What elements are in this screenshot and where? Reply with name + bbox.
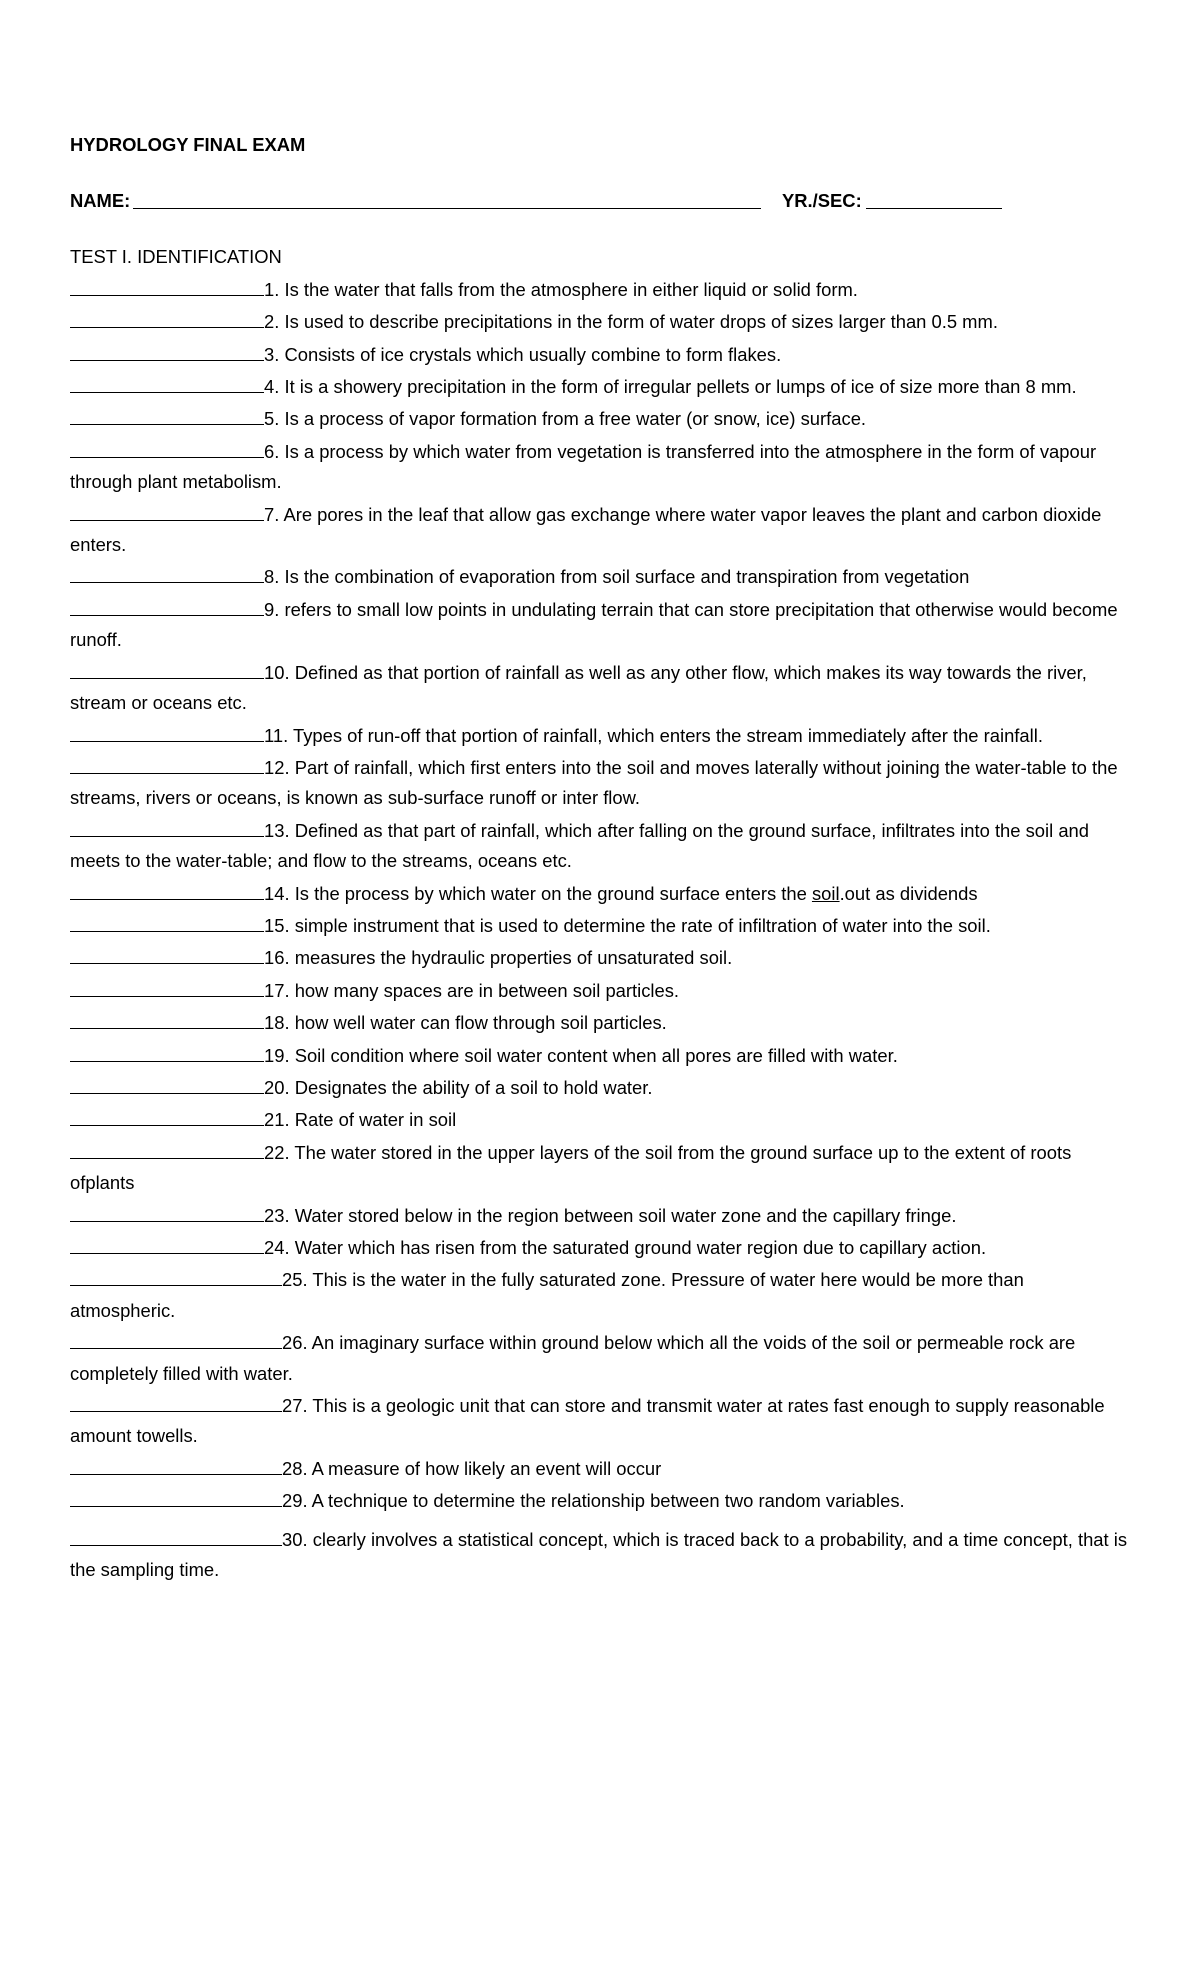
question-number: 4. xyxy=(264,376,280,398)
question-number: 1. xyxy=(264,278,280,300)
question-number: 9. xyxy=(264,598,280,620)
question-text: clearly involves a statistical concept, which is traced back to a probability, and a time concept, that is the sampling time. xyxy=(70,1528,1128,1581)
question-text: It is a showery precipitation in the form of irregular pellets or lumps of ice of size more than 8 mm. xyxy=(279,376,1077,398)
question-number: 19. xyxy=(264,1044,290,1066)
question-text-after: .out as dividends xyxy=(839,882,978,904)
question-item xyxy=(70,1071,1132,1103)
yrsec-blank-line[interactable] xyxy=(866,208,1002,209)
exam-page xyxy=(70,130,1132,1585)
question-number: 3. xyxy=(264,343,280,365)
question-number: 2. xyxy=(264,311,280,333)
answer-blank[interactable] xyxy=(70,1199,264,1222)
question-item xyxy=(70,1103,1132,1135)
question-text: measures the hydraulic properties of unsaturated soil. xyxy=(289,947,733,969)
yrsec-label: YR./SEC: xyxy=(782,190,862,212)
question-list xyxy=(70,273,1132,1586)
answer-blank[interactable] xyxy=(70,656,264,679)
question-text: This is a geologic unit that can store and transmit water at rates fast enough to supply reasonable amount towells. xyxy=(70,1395,1105,1447)
question-text: Is the process by which water on the ground surface enters the xyxy=(289,882,812,904)
question-number: 5. xyxy=(264,408,280,430)
answer-blank[interactable] xyxy=(70,1326,282,1349)
question-text: how well water can flow through soil particles. xyxy=(289,1012,667,1034)
question-text: Is a process of vapor formation from a free water (or snow, ice) surface. xyxy=(279,408,867,430)
question-item xyxy=(70,1136,1132,1199)
answer-blank[interactable] xyxy=(70,1039,264,1062)
question-text: Rate of water in soil xyxy=(289,1109,457,1131)
question-item xyxy=(70,877,1132,909)
question-number: 25. xyxy=(282,1269,308,1291)
question-item xyxy=(70,974,1132,1006)
question-text: A measure of how likely an event will occur xyxy=(307,1457,662,1479)
question-text: Is the combination of evaporation from soil surface and transpiration from vegetation xyxy=(279,566,970,588)
question-item xyxy=(70,273,1132,305)
question-number: 26. xyxy=(282,1332,308,1354)
question-number: 8. xyxy=(264,566,280,588)
answer-blank[interactable] xyxy=(70,435,264,458)
question-item xyxy=(70,1326,1132,1389)
question-text: how many spaces are in between soil particles. xyxy=(289,979,680,1001)
question-item xyxy=(70,1452,1132,1484)
question-text: A technique to determine the relationship between two random variables. xyxy=(307,1490,905,1512)
answer-blank[interactable] xyxy=(70,1263,282,1286)
test-heading: TEST I. IDENTIFICATION xyxy=(70,246,282,268)
question-text: An imaginary surface within ground below which all the voids of the soil or permeable rock are completely filled with water. xyxy=(70,1332,1076,1384)
question-item xyxy=(70,1006,1132,1038)
answer-blank[interactable] xyxy=(70,338,264,361)
answer-blank[interactable] xyxy=(70,1006,264,1029)
answer-blank[interactable] xyxy=(70,719,264,742)
question-item xyxy=(70,1484,1132,1516)
question-number: 13. xyxy=(264,819,290,841)
answer-blank[interactable] xyxy=(70,593,264,616)
answer-blank[interactable] xyxy=(70,877,264,900)
answer-blank[interactable] xyxy=(70,1071,264,1094)
answer-blank[interactable] xyxy=(70,751,264,774)
question-item xyxy=(70,1389,1132,1452)
question-item xyxy=(70,814,1132,877)
question-item xyxy=(70,909,1132,941)
question-item xyxy=(70,305,1132,337)
question-text: Are pores in the leaf that allow gas exchange where water vapor leaves the plant and carbon dioxide enters. xyxy=(70,503,1102,556)
question-number: 14. xyxy=(264,882,290,904)
answer-blank[interactable] xyxy=(70,974,264,997)
question-text: Designates the ability of a soil to hold water. xyxy=(289,1076,653,1098)
question-item xyxy=(70,435,1132,498)
answer-blank[interactable] xyxy=(70,909,264,932)
question-number: 22. xyxy=(264,1141,290,1163)
question-number: 17. xyxy=(264,979,290,1001)
underlined-word: soil xyxy=(811,882,840,904)
question-text: Water stored below in the region between soil water zone and the capillary fringe. xyxy=(289,1204,957,1226)
name-label: NAME: xyxy=(70,190,131,212)
question-number: 24. xyxy=(264,1237,290,1258)
answer-blank[interactable] xyxy=(70,305,264,328)
question-number: 11. xyxy=(264,724,289,746)
question-text: Part of rainfall, which first enters into the soil and moves laterally without joining the water-table to the streams, rivers or oceans, is known as sub-surface runoff or inter flow. xyxy=(70,756,1118,809)
question-item xyxy=(70,751,1132,814)
question-item xyxy=(70,370,1132,402)
question-text: Soil condition where soil water content when all pores are filled with water. xyxy=(289,1044,898,1066)
question-number: 15. xyxy=(264,914,290,936)
question-number: 7. xyxy=(264,503,280,525)
question-item xyxy=(70,656,1132,719)
question-text: This is the water in the fully saturated zone. Pressure of water here would be more than atmospheric. xyxy=(70,1269,1024,1321)
question-number: 12. xyxy=(264,756,290,778)
question-number: 18. xyxy=(264,1012,290,1034)
question-number: 20. xyxy=(264,1076,290,1098)
question-item xyxy=(70,1523,1132,1586)
exam-title: HYDROLOGY FINAL EXAM xyxy=(70,134,306,155)
question-item xyxy=(70,338,1132,370)
question-text: Consists of ice crystals which usually combine to form flakes. xyxy=(279,343,782,365)
question-text: Types of run-off that portion of rainfall, which enters the stream immediately after the rainfall. xyxy=(288,724,1043,746)
name-blank-line[interactable] xyxy=(133,208,761,209)
question-number: 16. xyxy=(264,947,290,969)
question-item xyxy=(70,1263,1132,1326)
question-text: refers to small low points in undulating terrain that can store precipitation that otherwise would become runoff. xyxy=(70,598,1118,651)
question-item xyxy=(70,498,1132,561)
question-number: 23. xyxy=(264,1204,290,1226)
question-text: Water which has risen from the saturated ground water region due to capillary action. xyxy=(289,1237,987,1258)
question-text: Is used to describe precipitations in the form of water drops of sizes larger than 0.5 mm. xyxy=(279,311,998,333)
answer-blank[interactable] xyxy=(70,402,264,425)
question-number: 27. xyxy=(282,1395,308,1417)
answer-blank[interactable] xyxy=(70,1389,282,1412)
answer-blank[interactable] xyxy=(70,560,264,583)
question-item xyxy=(70,593,1132,656)
question-text: Defined as that part of rainfall, which after falling on the ground surface, infiltrates into the soil and meets to the water-table; and flow to the streams, oceans etc. xyxy=(70,819,1090,872)
question-item xyxy=(70,719,1132,751)
answer-blank[interactable] xyxy=(70,814,264,837)
question-item xyxy=(70,1039,1132,1071)
question-text: simple instrument that is used to determine the rate of infiltration of water into the soil. xyxy=(289,914,991,936)
answer-blank[interactable] xyxy=(70,1523,282,1546)
question-item xyxy=(70,1231,1132,1263)
answer-blank[interactable] xyxy=(70,498,264,521)
student-info-row xyxy=(70,186,1132,216)
answer-blank[interactable] xyxy=(70,1136,264,1159)
answer-blank[interactable] xyxy=(70,1484,282,1507)
answer-blank[interactable] xyxy=(70,1231,264,1254)
question-text: Is a process by which water from vegetation is transferred into the atmosphere in the form of vapour through plant metabolism. xyxy=(70,440,1097,493)
question-text: Is the water that falls from the atmosphere in either liquid or solid form. xyxy=(279,278,858,300)
answer-blank[interactable] xyxy=(70,1103,264,1126)
question-item xyxy=(70,1199,1132,1231)
question-item xyxy=(70,560,1132,592)
question-item xyxy=(70,941,1132,973)
question-item xyxy=(70,402,1132,434)
answer-blank[interactable] xyxy=(70,941,264,964)
answer-blank[interactable] xyxy=(70,1452,282,1475)
question-number: 6. xyxy=(264,440,280,462)
question-number: 29. xyxy=(282,1490,308,1512)
question-text: Defined as that portion of rainfall as well as any other flow, which makes its way towards the river, stream or oceans etc. xyxy=(70,661,1087,714)
answer-blank[interactable] xyxy=(70,273,264,296)
answer-blank[interactable] xyxy=(70,370,264,393)
question-number: 28. xyxy=(282,1457,308,1479)
question-number: 21. xyxy=(264,1109,290,1131)
question-text: The water stored in the upper layers of the soil from the ground surface up to the extent of roots ofplants xyxy=(70,1141,1072,1194)
question-number: 30. xyxy=(282,1528,308,1550)
question-number: 10. xyxy=(264,661,290,683)
